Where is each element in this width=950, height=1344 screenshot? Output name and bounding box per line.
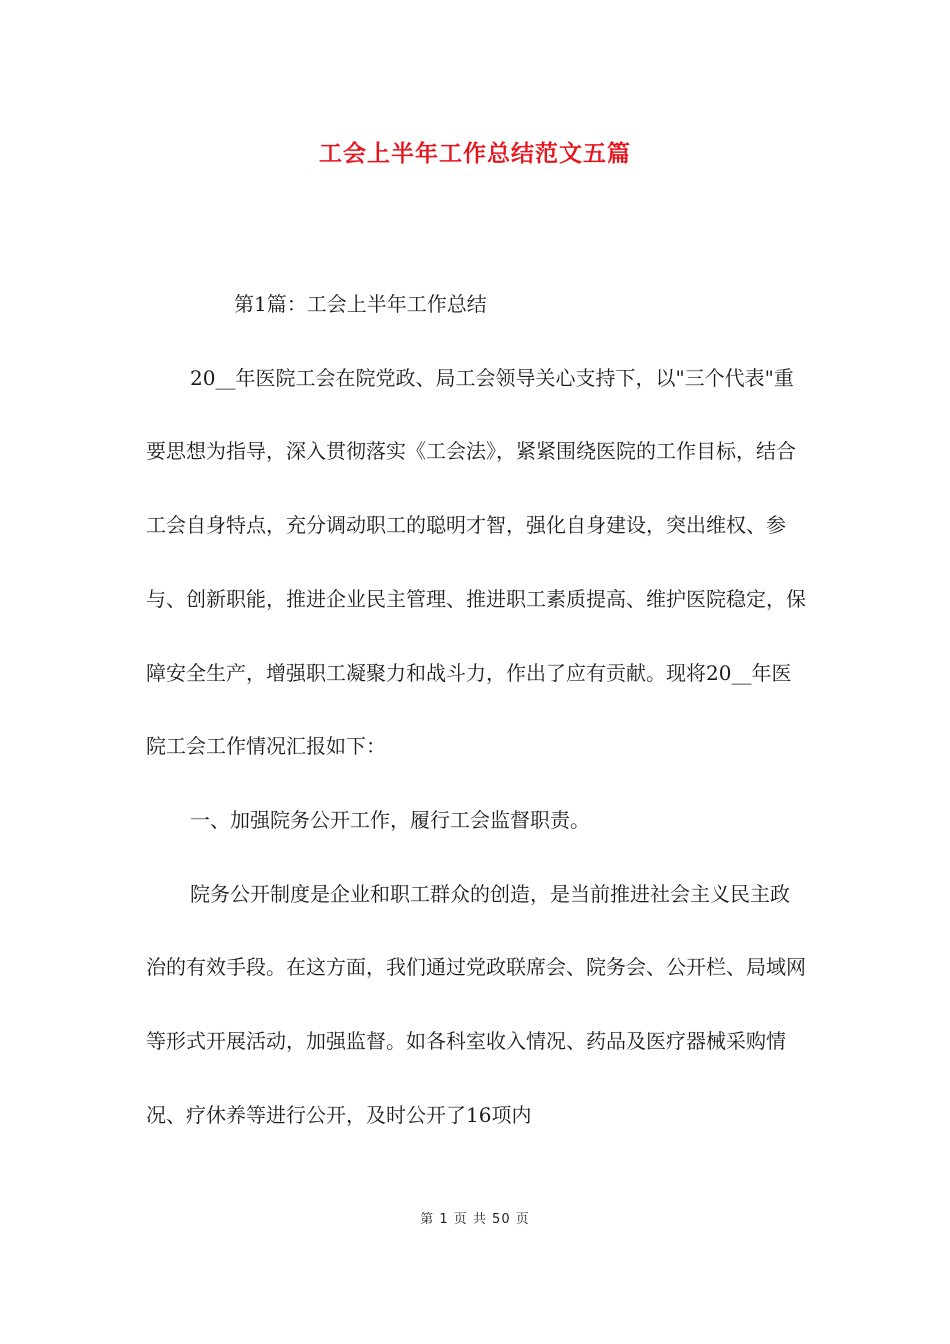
paragraph: 20__年医院工会在院党政、局工会领导关心支持下，以"三个代表"重要思想为指导，深入贯彻落实《工会法》，紧紧围绕医院的工作目标，结合工会自身特点，充分调动职工的聪明才智，强化自身建设，突出维权、参与、创新职能，推进企业民主管理、推进职工素质提高、维护医院稳定，保障安全生产，增强职工凝聚力和战斗力，作出了应有贡献。现将20__年医院工会工作情况汇报如下： <box>146 365 806 759</box>
document-body <box>146 268 806 1152</box>
document-title: 工会上半年工作总结范文五篇 <box>319 141 631 167</box>
paragraph: 一、加强院务公开工作，履行工会监督职责。 <box>190 807 590 832</box>
paragraph: 院务公开制度是企业和职工群众的创造，是当前推进社会主义民主政治的有效手段。在这方面，我们通过党政联席会、院务会、公开栏、局域网等形式开展活动，加强监督。如各科室收入情况、药品及医疗器械采购情况、疗休养等进行公开，及时公开了16项内 <box>146 881 806 1127</box>
section-heading: 第1篇：工会上半年工作总结 <box>234 292 487 316</box>
page-number: 第 1 页 共 50 页 <box>420 1212 530 1227</box>
